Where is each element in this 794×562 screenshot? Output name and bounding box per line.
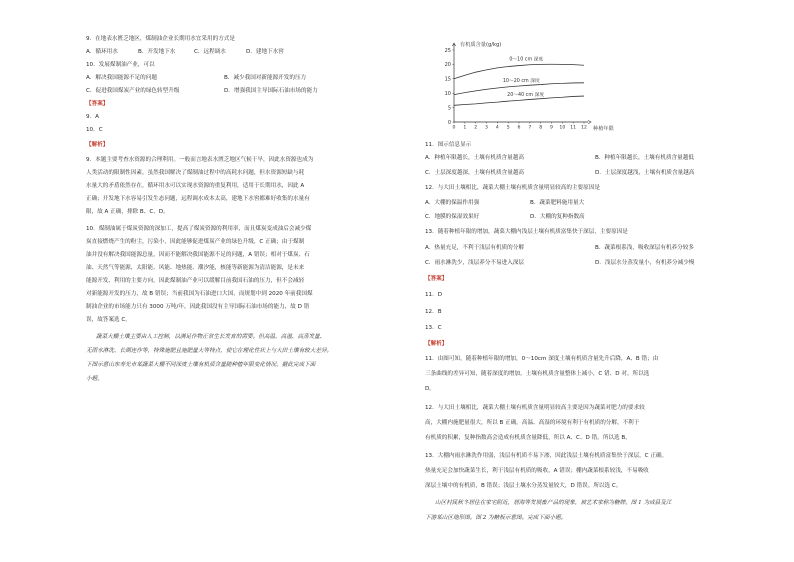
chart-x-arrow xyxy=(588,120,591,123)
analysis-9-line: 水量大的矛盾依然存在，循环用水可以实现水资源的重复利用，适用于长期用水，因此 A xyxy=(86,183,305,189)
chart-series-label: 10～20 cm 深度 xyxy=(502,79,540,85)
chart-x-tick-label: 12 xyxy=(581,125,587,131)
analysis-10-line: 能源开发、利用的主要方向，因此煤制油产业可以缓解目前我国石油的压力，但不会减轻 xyxy=(86,278,305,284)
chart-y-axis-label: 有机质含量(g/kg) xyxy=(460,42,502,48)
q12-stem: 12．与大田土壤相比，蔬菜大棚土壤有机质含量明显较高的主要原因是 xyxy=(425,185,600,191)
q10-option-b: B．减少我国对新能源开发的压力 xyxy=(224,75,307,81)
q12-option-a: A．大棚的保温作用强 xyxy=(425,200,480,206)
q10-stem: 10．发展煤制油产业，可以 xyxy=(86,62,155,68)
chart-x-tick-label: 11 xyxy=(570,125,577,131)
q9-option-b: B．开发地下水 xyxy=(138,49,176,55)
chart-x-tick-label: 0 xyxy=(452,125,456,131)
chart-x-tick-label: 8 xyxy=(539,125,543,131)
q11-option-b: B．种植年限越长，土壤有机质含量越低 xyxy=(595,155,694,161)
chart-series-group xyxy=(454,55,584,105)
intro-line: 山区村民秋冬居住在家宅附近，居海等发展畜产品的现象，被艺术家称为糖牌。图 1 为成县及江 xyxy=(435,500,672,506)
q12-option-d: D．大棚的复种指数高 xyxy=(530,214,585,220)
chart-x-axis-label: 种植年限 xyxy=(593,126,614,132)
chart-x-tick-label: 7 xyxy=(528,125,532,131)
chart-x-tick-label: 2 xyxy=(474,125,478,131)
intro-line: 蔬菜大棚土壤主要由人工控制，以满足作物正常生长发育的需要。但高温、高湿、高蒸发量、 xyxy=(96,334,326,340)
answer-tag: 【答案】 xyxy=(425,276,448,282)
analysis-11-line: 11．由图可知，随着种植年限的增加，0～10cm 深度土壤有机质含量先升后降，A、B 错；由 xyxy=(425,356,659,362)
analysis-11-line: D。 xyxy=(425,386,435,392)
q10-option-d: D．增强我国主导国际石油市场的能力 xyxy=(224,88,318,94)
chart-y-tick-label: 20 xyxy=(444,62,451,69)
q10-option-c: C．促进我国煤炭产业的绿色转型升级 xyxy=(86,88,180,94)
chart-x-tick-label: 10 xyxy=(559,125,566,131)
analysis-10-line: 炭直接燃烧产生的粉尘，污染小，因此能够促进煤炭产业的绿色升级，C 正确；由于煤制 xyxy=(86,239,305,245)
analysis-10-line: 制油企业的市场能力只有 3000 万吨/年，因此我国没有主导国际石油市场的能力，故 D 错 xyxy=(86,304,310,310)
chart-y-tick-label: 15 xyxy=(444,76,451,83)
analysis-11-line: 三条曲线的差异可知，随着深度的增加，土壤有机质含量整体上减小，C 错、D 对。所以选 xyxy=(425,371,650,377)
analysis-10-line: 误，故答案选 C。 xyxy=(86,317,131,323)
analysis-tag: 【解析】 xyxy=(86,142,109,148)
chart-x-tick-label: 6 xyxy=(517,125,521,131)
q9-option-c: C．远程调水 xyxy=(194,49,226,55)
chart-x-tick-label: 4 xyxy=(495,125,499,131)
analysis-9-line: 9．本题主要考查水资源的合理利用。一般而言地表水匮乏地区气候干旱，因此水资源也成为 xyxy=(86,157,314,163)
q13-option-c: C．雨水淋洗少，浅层养分不易进入深层 xyxy=(425,260,525,266)
answer-11: 11．D xyxy=(425,292,443,298)
chart-series-line xyxy=(454,64,584,79)
q9-option-a: A．循环用水 xyxy=(86,49,118,55)
analysis-10-line: 油并没有解决我国能源总量，因而不能解决我国能源不足的问题，A 错误；相对于煤炭、石 xyxy=(86,252,310,258)
q13-stem: 13．随着种植年限的增加，蔬菜大棚内浅层土壤有机质富集快于深层，主要原因是 xyxy=(425,229,628,235)
q11-option-c: C．土层深度越深，土壤有机质含量越高 xyxy=(425,170,525,176)
chart-series-label: 0～10 cm 深度 xyxy=(509,57,544,63)
intro-line: 下游某山区地形图。图 2 为糖板示意图。完成下面小题。 xyxy=(425,515,567,521)
answer-9: 9．A xyxy=(86,114,99,120)
analysis-tag: 【解析】 xyxy=(425,341,448,347)
chart-y-tick-label: 25 xyxy=(444,47,451,54)
answer-12: 12．B xyxy=(425,309,442,315)
chart-x-tick-label: 1 xyxy=(463,125,467,131)
chart-series-label: 20～40 cm 深度 xyxy=(507,93,545,99)
chart-y-tick-label: 10 xyxy=(444,91,451,97)
intro-line: 小题。 xyxy=(86,376,103,382)
answer-13: 13．C xyxy=(425,325,442,331)
analysis-12-line: 12．与大田土壤相比，蔬菜大棚土壤有机质含量明显较高主要是因为蔬菜对肥力的要求较 xyxy=(425,405,645,411)
q12-option-c: C．地膜的保湿效果好 xyxy=(425,214,480,220)
analysis-10-line: 油、天然气等能源，太阳能、风能、地热能、潮汐能，核能等新能源为清洁能源，是未来 xyxy=(86,265,305,271)
analysis-9-line: 人类活动的限制性因素。虽然我国解决了煤制油过程中的高耗水问题，但水资源短缺与耗 xyxy=(86,170,305,176)
q13-option-a: A．热量充足，不利于浅层有机质的分解 xyxy=(425,245,524,251)
q9-stem: 9．在地表水匮乏地区，煤制油企业长期用水宜采用的方式是 xyxy=(86,36,235,42)
analysis-12-line: 有机质的积累，复种指数高会造成有机质含量降低，所以 A、C、D 错。所以选 B。 xyxy=(425,435,631,441)
intro-line: 下图示意山东寿光市某蔬菜大棚不同深度土壤有机质含量随种植年限变化情况。据此完成下面 xyxy=(86,362,316,368)
q13-option-b: B．蔬菜根系浅，吸收深层有机养分较多 xyxy=(595,245,694,251)
chart-x-tick-label: 9 xyxy=(550,125,553,131)
organic-matter-chart xyxy=(430,36,622,136)
answer-tag: 【答案】 xyxy=(86,101,109,107)
analysis-9-line: 限，故 A 正确，排除 B、C、D。 xyxy=(86,209,169,215)
q11-option-a: A．种植年限越长，土壤有机质含量越高 xyxy=(425,155,524,161)
q12-option-b: B．蔬菜肥料施用量大 xyxy=(530,200,585,206)
chart-y-tick-label: 0 xyxy=(447,119,451,126)
q11-stem: 11．图示信息显示 xyxy=(425,142,472,148)
analysis-10-line: 10．煤制油属于煤炭资源的深加工，提高了煤炭资源的利用率，而且煤炭变成油后会减少煤 xyxy=(86,226,312,232)
analysis-13-line: 热量充足会加快蔬菜生长，利于浅层有机质的吸收，A 错误；棚内蔬菜根系较浅，不易吸收 xyxy=(425,468,649,474)
q10-option-a: A．解决我国能源不足的问题 xyxy=(86,75,157,81)
chart-x-tick-label: 5 xyxy=(506,125,510,131)
intro-line: 无雨水淋洗、长期连作等，特殊施肥且施肥量大等特点，使它在理化性状上与大田土壤有较大差异。 xyxy=(86,348,333,354)
q11-option-d: D．土层深度越浅，土壤有机质含量越高 xyxy=(595,170,695,176)
q13-option-d: D．浅层水分蒸发量小，有机养分减少慢 xyxy=(595,260,695,266)
answer-10: 10．C xyxy=(86,127,103,133)
chart-axes xyxy=(445,43,591,131)
analysis-10-line: 对新能源开发的压力，故 B 错误；当前我国为石油进口大国，而规划中到 2020 年前我国煤 xyxy=(86,291,313,297)
analysis-13-line: 深层土壤中的有机质，B 错误；浅层土壤水分蒸发量较大，D 错误。所以选 C。 xyxy=(425,483,622,489)
chart-y-tick-label: 5 xyxy=(447,105,451,112)
analysis-12-line: 高，大棚内施肥量很大，所以 B 正确。高温、高湿的环境有利于有机质的分解，不利于 xyxy=(425,420,640,426)
q9-option-d: D．建地下水窖 xyxy=(246,49,284,55)
analysis-9-line: 正确；开发地下水容易引发生态问题，远程调水成本太高，建地下水窖都难好收集的水量有 xyxy=(86,196,310,202)
chart-x-tick-label: 3 xyxy=(485,125,488,131)
analysis-13-line: 13．大棚内雨水淋洗作用弱，浅层有机质不易下渗，因此浅层土壤有机质富集快于深层，C 正确。 xyxy=(425,453,668,459)
